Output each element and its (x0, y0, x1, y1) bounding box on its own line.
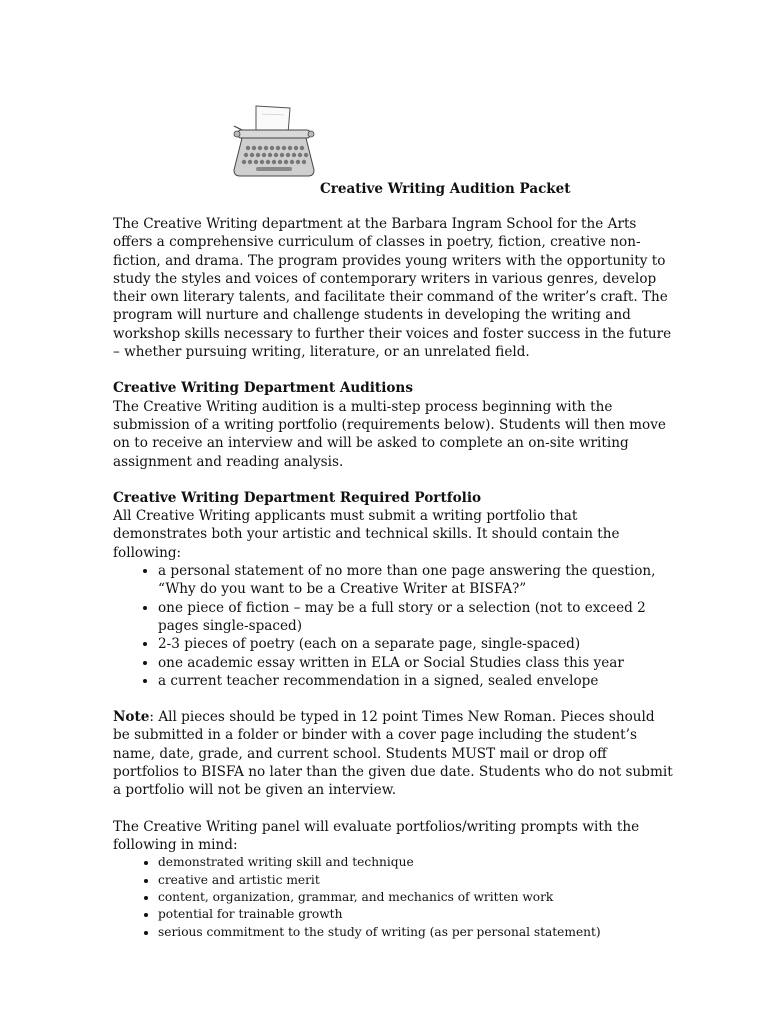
evaluation-paragraph: The Creative Writing panel will evaluate portfolios/writing prompts with the following in mind: (113, 818, 640, 853)
list-item: • a current teacher recommendation in a signed, sealed envelope (158, 672, 673, 690)
typewriter-icon (232, 104, 316, 182)
list-item: • content, organization, grammar, and mechanics of written work (158, 889, 673, 906)
list-item: • potential for trainable growth (158, 906, 673, 923)
list-item: • a personal statement of no more than one page answering the question, “Why do you want to be a Creative Writer at BISFA?” (158, 562, 673, 599)
list-item: • 2-3 pieces of poetry (each on a separate page, single-spaced) (158, 635, 673, 653)
portfolio-list (113, 562, 673, 690)
document-body (113, 215, 673, 941)
evaluation-list (113, 854, 673, 941)
note-text: : All pieces should be typed in 12 point Times New Roman. Pieces should be submitted in a folder or binder with a cover page including the student’s name, date, grade, and current school. Students MUST mail or drop off portfolios to BISFA no later than the given due date. Students who do not submit a portfolio will not be given an interview. (113, 709, 673, 799)
note-paragraph (113, 708, 673, 799)
list-item: • creative and artistic merit (158, 872, 673, 889)
auditions-paragraph: The Creative Writing audition is a multi-step process beginning with the submission of a writing portfolio (requirements below). Students will then move on to receive an interview and will be asked to complete an on-site writing assignment and reading analysis. (113, 398, 666, 470)
auditions-heading: Creative Writing Department Auditions (113, 380, 413, 397)
list-item: • demonstrated writing skill and technique (158, 854, 673, 871)
list-item: • serious commitment to the study of writing (as per personal statement) (158, 924, 673, 941)
portfolio-paragraph: All Creative Writing applicants must submit a writing portfolio that demonstrates both your artistic and technical skills. It should contain the following: (113, 508, 620, 561)
portfolio-heading: Creative Writing Department Required Portfolio (113, 489, 482, 506)
intro-paragraph: The Creative Writing department at the Barbara Ingram School for the Arts offers a comprehensive curriculum of classes in poetry, fiction, creative non-fiction, and drama. The program provides young writers with the opportunity to study the styles and voices of contemporary writers in various genres, develop their own literary talents, and facilitate their command of the writer’s craft. The program will nurture and challenge students in developing the writing and workshop skills necessary to further their voices and foster success in the future – whether pursuing writing, literature, or an unrelated field. (113, 216, 672, 361)
list-item: • one academic essay written in ELA or Social Studies class this year (158, 654, 673, 672)
page-title: Creative Writing Audition Packet (320, 181, 571, 197)
list-item: • one piece of fiction – may be a full story or a selection (not to exceed 2 pages single-spaced) (158, 599, 673, 636)
note-label: Note (113, 709, 150, 726)
